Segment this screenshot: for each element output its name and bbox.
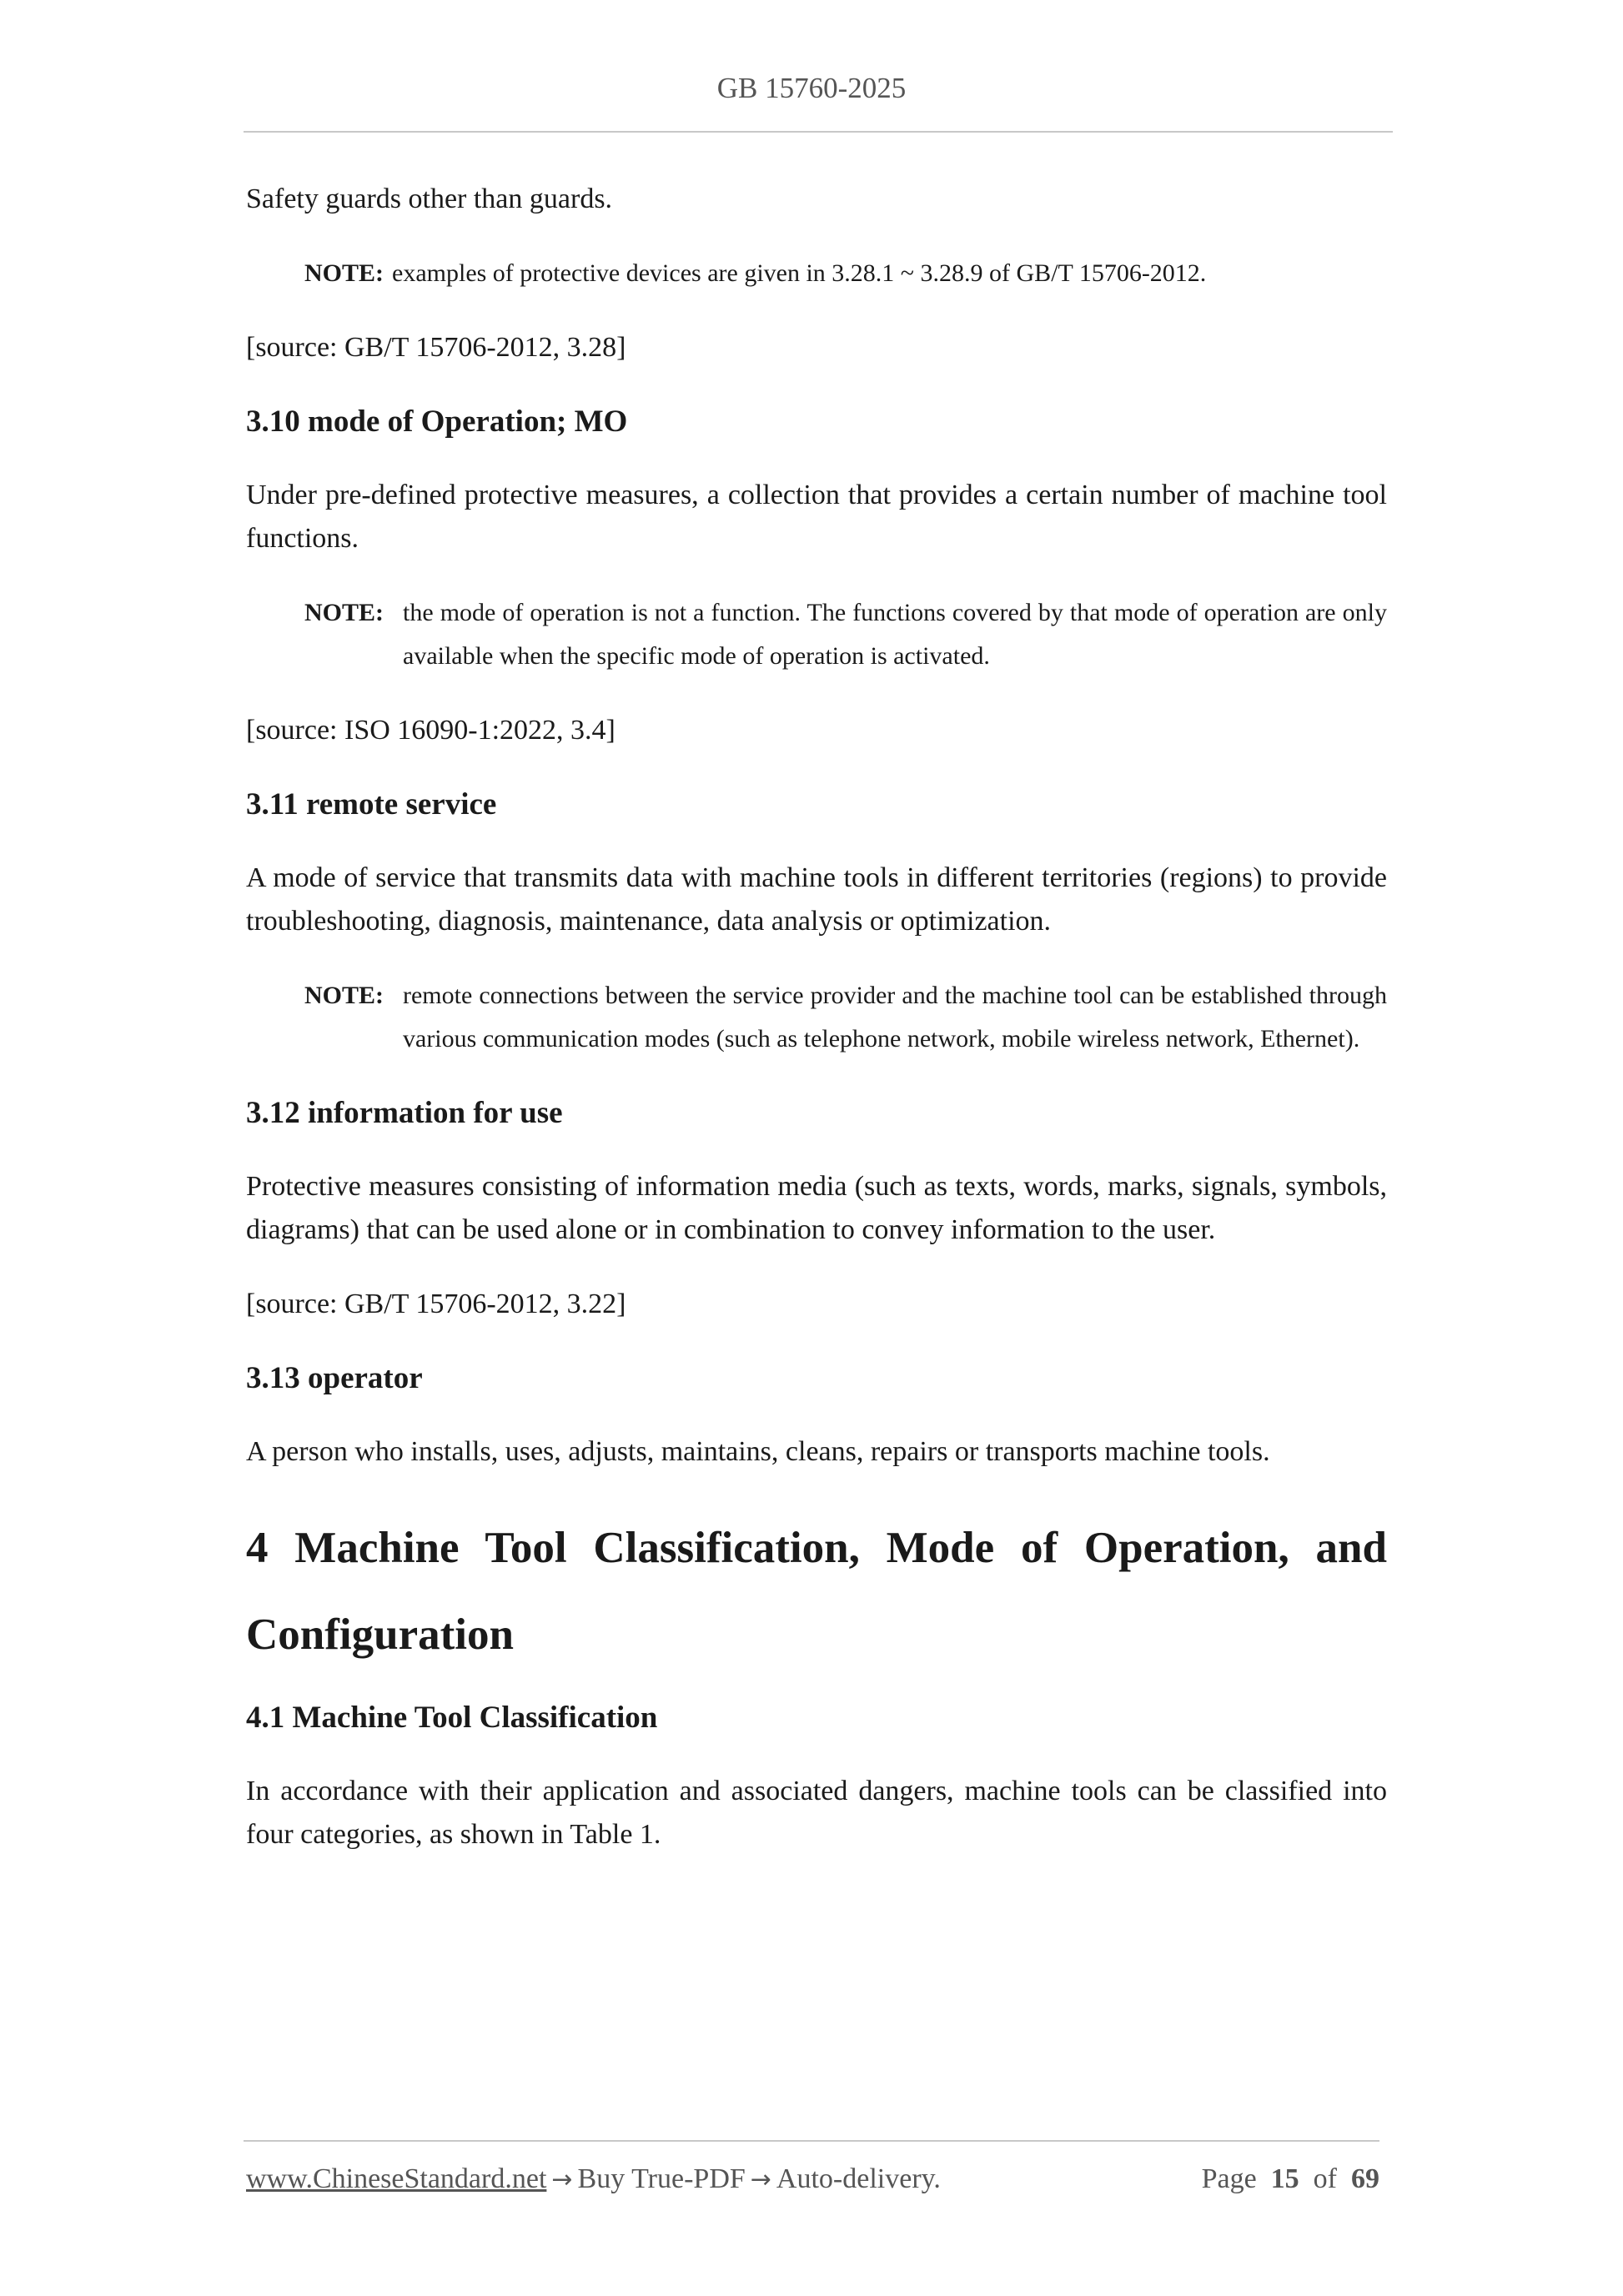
note-label: NOTE:: [304, 982, 384, 1009]
delivery-text: Auto-delivery.: [776, 2163, 941, 2194]
page-number: [1202, 2163, 1379, 2195]
note-protective-devices: [304, 252, 1387, 295]
buy-text: Buy True-PDF: [577, 2163, 746, 2194]
page-current: 15: [1270, 2163, 1299, 2194]
intro-paragraph: Safety guards other than guards.: [246, 183, 613, 214]
chapter-heading-4: 4 Machine Tool Classification, Mode of Operation, and Configuration: [246, 1524, 1387, 1659]
source-citation: [source: GB/T 15706-2012, 3.28]: [246, 332, 626, 363]
page-footer: [246, 2163, 1379, 2195]
section-heading-3-11: 3.11 remote service: [246, 787, 497, 821]
note-label: NOTE:: [304, 259, 384, 287]
arrow-right-icon: →: [750, 2165, 771, 2194]
source-citation: [source: ISO 16090-1:2022, 3.4]: [246, 715, 616, 746]
header-divider: [244, 131, 1393, 133]
section-heading-4-1: 4.1 Machine Tool Classification: [246, 1701, 658, 1735]
section-text-3-13: A person who installs, uses, adjusts, maintains, cleans, repairs or transports machine tools.: [246, 1436, 1270, 1467]
note-remote-connections: [304, 974, 1387, 1061]
note-text: examples of protective devices are given in 3.28.1 ~ 3.28.9 of GB/T 15706-2012.: [392, 259, 1207, 287]
page-label: Page: [1201, 2163, 1257, 2194]
page-header-title: GB 15760-2025: [716, 72, 907, 104]
section-text-4-1: In accordance with their application and associated dangers, machine tools can be classified into four categories, as shown in Table 1.: [246, 1776, 1387, 1850]
section-text-3-12: Protective measures consisting of information media (such as texts, words, marks, signals, symbols, diagrams) that can be used alone or in combination to convey information to the user.: [246, 1171, 1387, 1245]
section-heading-3-13: 3.13 operator: [246, 1361, 423, 1395]
footer-divider: [244, 2140, 1379, 2142]
document-body: [246, 178, 1387, 1887]
section-text-3-11: A mode of service that transmits data with machine tools in different territories (regions) to provide troubleshooting, diagnosis, maintenance, data analysis or optimization.: [246, 862, 1387, 937]
footer-left: [246, 2163, 941, 2195]
page-total: 69: [1351, 2163, 1379, 2194]
page-of: of: [1313, 2163, 1337, 2194]
note-text: remote connections between the service provider and the machine tool can be established through various communication modes (such as telephone network, mobile wireless network, Ethernet).: [403, 982, 1387, 1053]
section-heading-3-12: 3.12 information for use: [246, 1096, 563, 1130]
section-text-3-10: Under pre-defined protective measures, a collection that provides a certain number of machine tool functions.: [246, 480, 1387, 554]
section-heading-3-10: 3.10 mode of Operation; MO: [246, 404, 628, 439]
source-citation: [source: GB/T 15706-2012, 3.22]: [246, 1289, 626, 1319]
note-mode-of-operation: [304, 591, 1387, 678]
note-label: NOTE:: [304, 599, 384, 626]
website-link[interactable]: www.ChineseStandard.net: [246, 2163, 547, 2194]
arrow-right-icon: →: [551, 2165, 573, 2194]
note-text: the mode of operation is not a function. The functions covered by that mode of operation are only available when the specific mode of operation is activated.: [403, 599, 1387, 670]
